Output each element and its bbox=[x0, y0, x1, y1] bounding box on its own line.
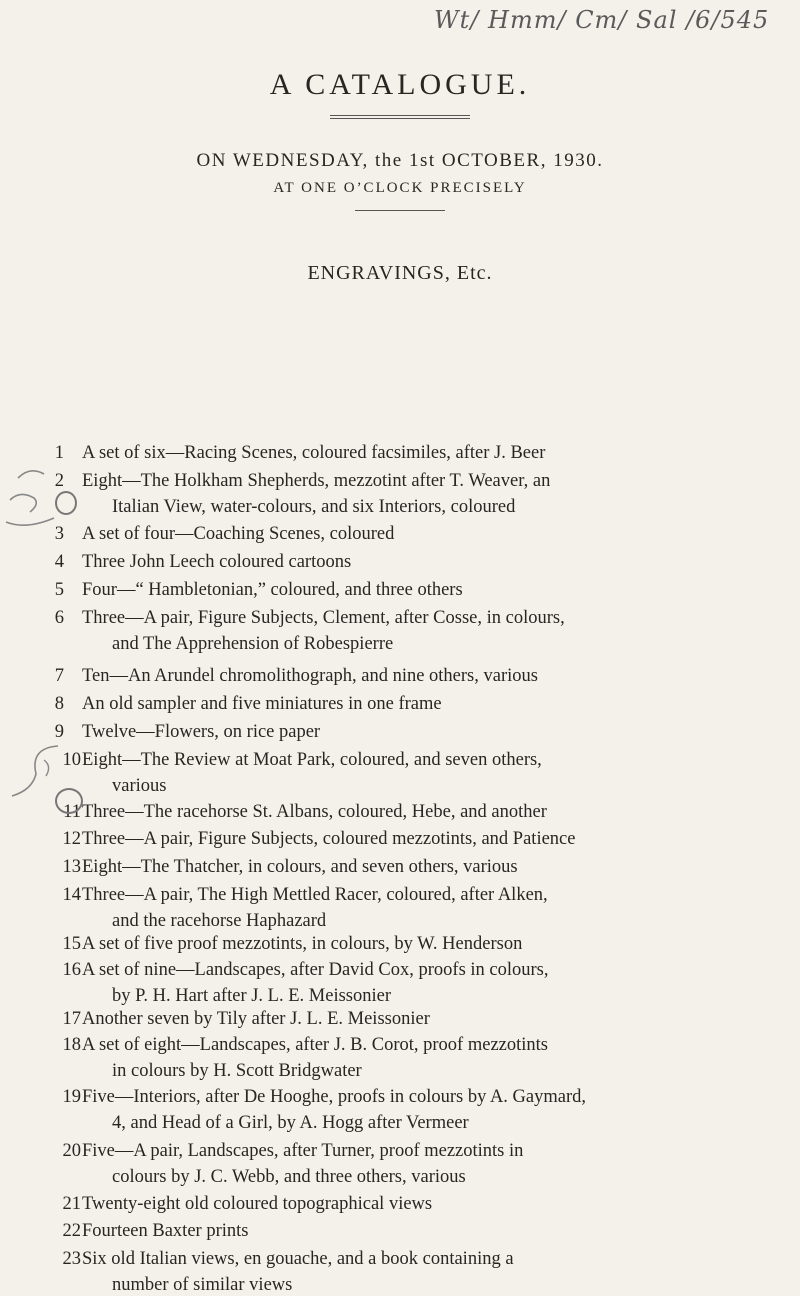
lot-description-continued: in colours by H. Scott Bridgwater bbox=[112, 1061, 362, 1081]
lot-description: Twelve—Flowers, on rice paper bbox=[82, 722, 321, 742]
lot-description: A set of four—Coaching Scenes, coloured bbox=[82, 524, 395, 544]
lot-description: Three John Leech coloured cartoons bbox=[82, 552, 352, 572]
lot-number: 12 bbox=[62, 829, 81, 849]
lot-description-continued: and the racehorse Haphazard bbox=[112, 911, 327, 931]
lot-number: 6 bbox=[54, 608, 64, 628]
lot-number: 2 bbox=[54, 471, 64, 491]
lot-description: A set of eight—Landscapes, after J. B. Corot, proof mezzotints bbox=[82, 1035, 548, 1055]
lot-description: Three—The racehorse St. Albans, coloured, Hebe, and another bbox=[82, 802, 547, 822]
title-rule-top bbox=[330, 115, 470, 116]
lot-description: An old sampler and five miniatures in one frame bbox=[82, 694, 442, 714]
lot-number: 5 bbox=[54, 580, 64, 600]
lot-description: Eight—The Holkham Shepherds, mezzotint after T. Weaver, an bbox=[82, 471, 551, 491]
lot-number: 9 bbox=[54, 722, 64, 742]
lot-description: Three—A pair, The High Mettled Racer, coloured, after Alken, bbox=[82, 885, 548, 905]
margin-scribble-icon bbox=[0, 460, 60, 540]
lot-description-continued: number of similar views bbox=[112, 1275, 293, 1295]
catalogue-title: A CATALOGUE. bbox=[269, 68, 531, 101]
section-heading: ENGRAVINGS, Etc. bbox=[307, 262, 493, 284]
lot-description: Five—Interiors, after De Hooghe, proofs in colours by A. Gaymard, bbox=[82, 1087, 587, 1107]
lot-description: A set of five proof mezzotints, in colours, by W. Henderson bbox=[82, 934, 523, 954]
lot-number: 13 bbox=[62, 857, 81, 877]
lot-description: A set of nine—Landscapes, after David Cox, proofs in colours, bbox=[82, 960, 549, 980]
lot-number: 22 bbox=[62, 1221, 81, 1241]
lot-number: 17 bbox=[62, 1009, 81, 1029]
lot-number: 19 bbox=[62, 1087, 81, 1107]
lot-number: 11 bbox=[63, 802, 81, 822]
lot-description-continued: Italian View, water-colours, and six Interiors, coloured bbox=[112, 497, 516, 517]
lot-description-continued: by P. H. Hart after J. L. E. Meissonier bbox=[112, 986, 391, 1006]
lot-number: 16 bbox=[62, 960, 81, 980]
lot-description: Fourteen Baxter prints bbox=[82, 1221, 249, 1241]
lot-description: Six old Italian views, en gouache, and a book containing a bbox=[82, 1249, 514, 1269]
lot-number: 1 bbox=[54, 443, 64, 463]
lot-description-continued: and The Apprehension of Robespierre bbox=[112, 634, 394, 654]
lot-description-continued: various bbox=[112, 776, 167, 796]
title-rule-bottom bbox=[330, 118, 470, 119]
lot-number: 7 bbox=[54, 666, 64, 686]
lot-number: 23 bbox=[62, 1249, 81, 1269]
lot-description: Three—A pair, Figure Subjects, coloured mezzotints, and Patience bbox=[82, 829, 576, 849]
lot-description: Eight—The Review at Moat Park, coloured, and seven others, bbox=[82, 750, 542, 770]
lot-description: Another seven by Tily after J. L. E. Meissonier bbox=[82, 1009, 430, 1029]
sale-date-line: ON WEDNESDAY, the 1st OCTOBER, 1930. bbox=[196, 150, 604, 171]
sale-time-line: AT ONE O’CLOCK PRECISELY bbox=[273, 180, 527, 196]
lot-number: 4 bbox=[54, 552, 64, 572]
lot-number: 15 bbox=[62, 934, 81, 954]
lot-description-continued: colours by J. C. Webb, and three others, various bbox=[112, 1167, 466, 1187]
lot-number: 20 bbox=[62, 1141, 81, 1161]
time-rule bbox=[355, 210, 445, 211]
lot-description: Three—A pair, Figure Subjects, Clement, after Cosse, in colours, bbox=[82, 608, 565, 628]
lot-description: Twenty-eight old coloured topographical views bbox=[82, 1194, 433, 1214]
lot-number: 8 bbox=[54, 694, 64, 714]
lot-description: Five—A pair, Landscapes, after Turner, proof mezzotints in bbox=[82, 1141, 524, 1161]
lot-number: 21 bbox=[62, 1194, 81, 1214]
lot-number: 14 bbox=[62, 885, 81, 905]
lot-description: Eight—The Thatcher, in colours, and seven others, various bbox=[82, 857, 518, 877]
lot-number: 10 bbox=[62, 750, 81, 770]
lot-description-continued: 4, and Head of a Girl, by A. Hogg after Vermeer bbox=[112, 1113, 469, 1133]
margin-bracket-icon bbox=[0, 736, 70, 806]
lot-description: A set of six—Racing Scenes, coloured facsimiles, after J. Beer bbox=[82, 443, 546, 463]
lot-description: Four—“ Hambletonian,” coloured, and three others bbox=[82, 580, 463, 600]
lot-number: 3 bbox=[54, 524, 64, 544]
lot-description: Ten—An Arundel chromolithograph, and nine others, various bbox=[82, 666, 538, 686]
lot-number: 18 bbox=[62, 1035, 81, 1055]
handwritten-header-annotation: Wt/ Hmm/ Cm/ Sal /6/545 bbox=[434, 6, 770, 34]
